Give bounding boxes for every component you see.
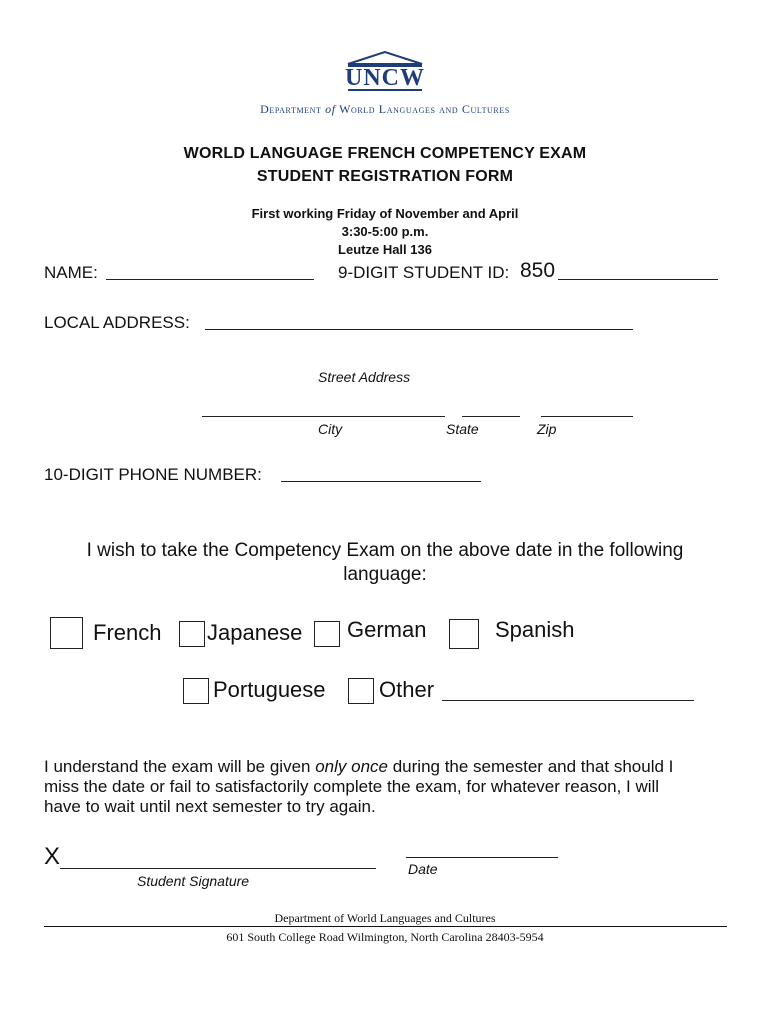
other-language-field[interactable] [442, 700, 694, 701]
name-label: NAME: [44, 263, 98, 282]
disclaimer-emphasis: only once [315, 757, 388, 776]
disclaimer-line3: have to wait until next semester to try again. [44, 797, 376, 816]
signature-field[interactable] [60, 868, 376, 869]
signature-caption: Student Signature [137, 873, 250, 889]
department-text-of: of [325, 102, 336, 116]
form-title-line1: WORLD LANGUAGE FRENCH COMPETENCY EXAM [183, 145, 587, 162]
local-address-label: LOCAL ADDRESS: [44, 313, 190, 332]
disclaimer-line2: miss the date or fail to satisfactorily complete the exam, for whatever reason, I will [44, 777, 660, 796]
signature-x-mark: X [44, 843, 61, 870]
zip-field[interactable] [541, 416, 633, 417]
student-id-label: 9-DIGIT STUDENT ID: [338, 263, 510, 282]
french-label: French [93, 620, 162, 645]
department-line [0, 102, 770, 117]
city-field[interactable] [202, 416, 445, 417]
spanish-checkbox[interactable] [449, 619, 479, 649]
form-title-line2: STUDENT REGISTRATION FORM [256, 168, 514, 185]
german-label: German [347, 617, 427, 642]
other-checkbox[interactable] [348, 678, 374, 704]
date-field[interactable] [406, 857, 558, 858]
disclaimer-line1 [44, 757, 673, 777]
statement-line1: I wish to take the Competency Exam on the above date in the following [86, 540, 684, 561]
city-caption: City [318, 421, 343, 437]
japanese-checkbox[interactable] [179, 621, 205, 647]
department-text-2: World Languages and Cultures [335, 102, 510, 116]
date-caption: Date [408, 861, 438, 877]
department-text-1: Department [260, 102, 326, 116]
japanese-label: Japanese [207, 620, 303, 645]
footer-department: Department of World Languages and Cultures [274, 911, 496, 925]
state-caption: State [446, 421, 479, 437]
logo-text: UNCW [345, 65, 425, 91]
street-address-field[interactable] [205, 329, 633, 330]
uncw-logo [340, 48, 430, 100]
zip-caption: Zip [537, 421, 557, 437]
student-id-field[interactable] [558, 279, 718, 280]
state-field[interactable] [462, 416, 520, 417]
phone-label: 10-DIGIT PHONE NUMBER: [44, 465, 262, 484]
portuguese-label: Portuguese [213, 677, 326, 702]
other-label: Other [379, 677, 435, 702]
footer-divider [44, 926, 727, 927]
disclaimer-text-1: I understand the exam will be given [44, 757, 316, 776]
schedule-place: Leutze Hall 136 [338, 242, 432, 257]
name-field[interactable] [106, 279, 314, 280]
street-address-caption: Street Address [318, 369, 411, 385]
spanish-label: Spanish [495, 617, 575, 642]
statement-line2: language: [343, 564, 427, 585]
phone-field[interactable] [281, 481, 481, 482]
german-checkbox[interactable] [314, 621, 340, 647]
french-checkbox[interactable] [50, 617, 83, 649]
schedule-time: 3:30-5:00 p.m. [341, 224, 429, 239]
footer-address: 601 South College Road Wilmington, North Carolina 28403-5954 [226, 930, 544, 944]
disclaimer-text-2: during the semester and that should I [388, 757, 674, 776]
schedule-when: First working Friday of November and April [251, 206, 519, 221]
portuguese-checkbox[interactable] [183, 678, 209, 704]
student-id-prefix: 850 [520, 259, 556, 282]
